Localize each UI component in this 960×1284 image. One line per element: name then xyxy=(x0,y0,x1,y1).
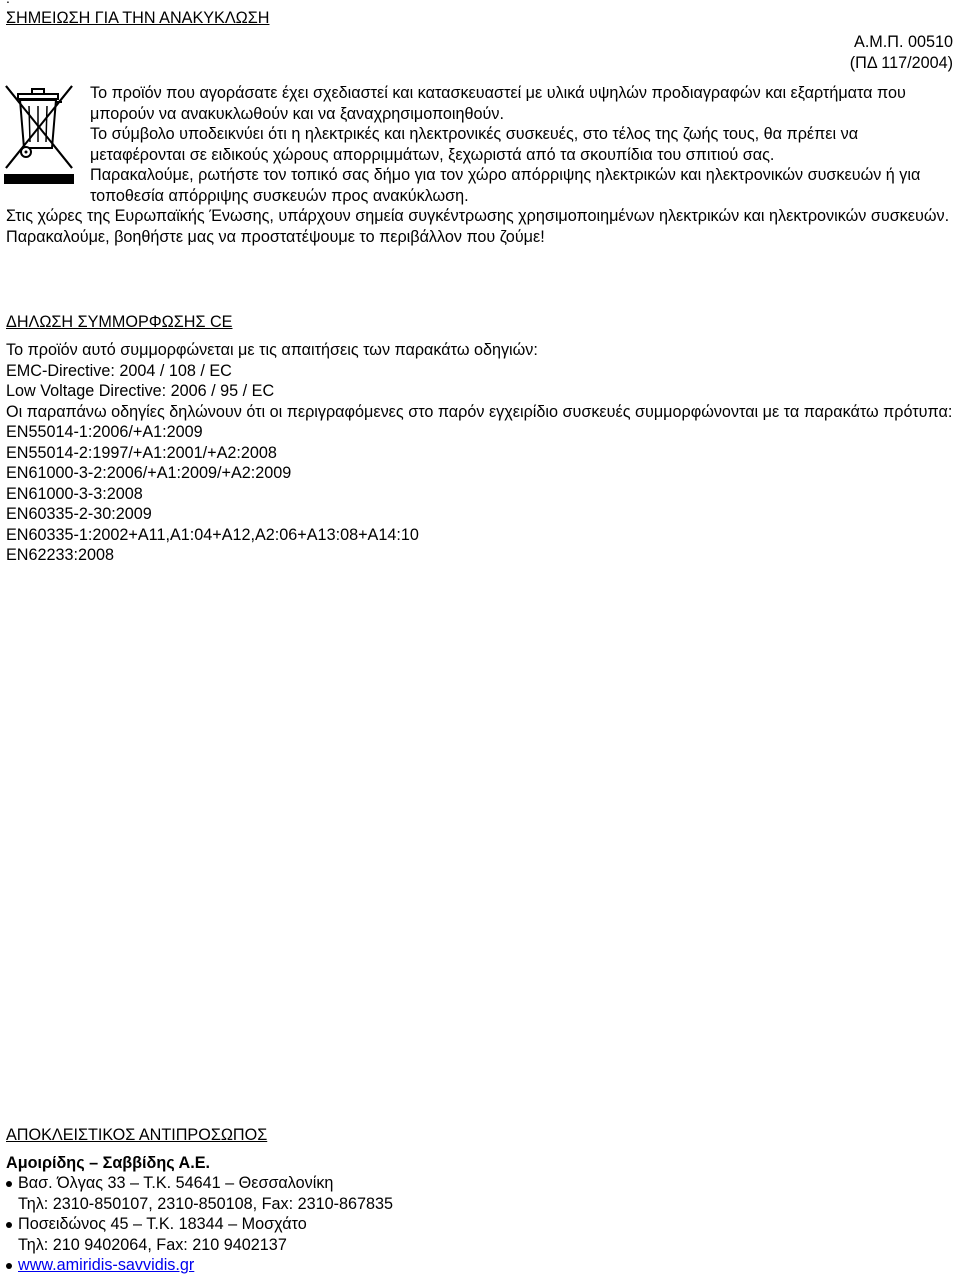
address-street: Βασ. Όλγας 33 – Τ.Κ. 54641 – Θεσσαλονίκη xyxy=(18,1174,334,1192)
address-street: Ποσειδώνος 45 – Τ.Κ. 18344 – Μοσχάτο xyxy=(18,1215,307,1233)
pd-reference: (ΠΔ 117/2004) xyxy=(849,53,953,72)
standard-item: EN55014-2:1997/+A1:2001/+A2:2008 xyxy=(6,443,277,462)
low-voltage-directive: Low Voltage Directive: 2006 / 95 / EC xyxy=(6,382,275,400)
standard-item: EN61000-3-2:2006/+A1:2009/+A2:2009 xyxy=(6,464,292,482)
ce-heading: ΔΗΛΩΣΗ ΣΥΜΜΟΡΦΩΣΗΣ CE xyxy=(6,313,233,331)
recycling-paragraph-1: Το προϊόν που αγοράσατε έχει σχεδιαστεί και κατασκευαστεί με υλικά υψηλών προδιαγραφών και εξαρτήματα που μπορούν να ανακυκλωθούν και να ξαναχρησιμοποιηθούν. xyxy=(90,84,906,123)
standard-item: EN60335-1:2002+A11,A1:04+A12,A2:06+A13:08+A14:10 xyxy=(6,525,419,544)
company-name: Αμοιρίδης – Σαββίδης Α.Ε. xyxy=(6,1154,211,1172)
recycling-paragraph-2: Το σύμβολο υποδεικνύει ότι η ηλεκτρικές και ηλεκτρονικές συσκευές, στο τέλος της ζωής τους, θα πρέπει να μεταφέρονται σε ειδικούς χώρους απορριμμάτων, ξεχωριστά από τα σκουπίδια του σπιτιού σας. xyxy=(90,125,859,164)
recycling-heading: ΣΗΜΕΙΩΣΗ ΓΙΑ ΤΗΝ ΑΝΑΚΥΚΛΩΣΗ xyxy=(6,9,270,27)
ce-declaration xyxy=(6,340,956,566)
recycling-intro xyxy=(90,83,956,206)
standard-item: EN62233:2008 xyxy=(6,546,115,564)
bullet-icon xyxy=(6,1222,12,1228)
registration-number xyxy=(850,32,953,73)
bullet-icon xyxy=(6,1181,12,1187)
address-thessaloniki xyxy=(6,1173,956,1214)
address-list xyxy=(6,1173,956,1276)
address-phone: Τηλ: 2310-850107, 2310-850108, Fax: 2310-867835 xyxy=(18,1194,394,1213)
recycling-paragraph-4: Στις χώρες της Ευρωπαϊκής Ένωσης, υπάρχουν σημεία συγκέντρωσης χρησιμοποιημένων ηλεκτρικών και ηλεκτρονικών συσκευών. xyxy=(6,207,950,225)
recycling-paragraph-5: Παρακαλούμε, βοηθήστε μας να προστατέψουμε το περιβάλλον που ζούμε! xyxy=(6,227,545,246)
address-moschato xyxy=(6,1214,956,1255)
address-phone: Τηλ: 210 9402064, Fax: 210 9402137 xyxy=(18,1235,287,1254)
recycling-outro xyxy=(6,206,956,247)
representative-heading: ΑΠΟΚΛΕΙΣΤΙΚΟΣ ΑΝΤΙΠΡΟΣΩΠΟΣ xyxy=(6,1126,268,1144)
website-link[interactable]: www.amiridis-savvidis.gr xyxy=(18,1256,195,1274)
ce-standards-intro: Οι παραπάνω οδηγίες δηλώνουν ότι οι περιγραφόμενες στο παρόν εγχειρίδιο συσκευές συμμορφώνονται με τα παρακάτω πρότυπα: xyxy=(6,402,953,421)
ce-intro: Το προϊόν αυτό συμμορφώνεται με τις απαιτήσεις των παρακάτω οδηγιών: xyxy=(6,341,538,359)
standard-item: EN60335-2-30:2009 xyxy=(6,505,152,523)
website-item xyxy=(6,1255,956,1276)
emc-directive: EMC-Directive: 2004 / 108 / EC xyxy=(6,361,232,380)
standard-item: EN61000-3-3:2008 xyxy=(6,484,143,503)
crossed-out-wheelie-bin-icon xyxy=(2,80,74,190)
bullet-icon xyxy=(6,1263,12,1269)
standard-item: EN55014-1:2006/+A1:2009 xyxy=(6,423,203,441)
recycling-paragraph-3: Παρακαλούμε, ρωτήστε τον τοπικό σας δήμο για τον χώρο απόρριψης ηλεκτρικών και ηλεκτρονικών συσκευών ή για τοποθεσία απόρριψης συσκευών προς ανακύκλωση. xyxy=(90,166,921,205)
amp-number: Α.Μ.Π. 00510 xyxy=(854,33,953,51)
